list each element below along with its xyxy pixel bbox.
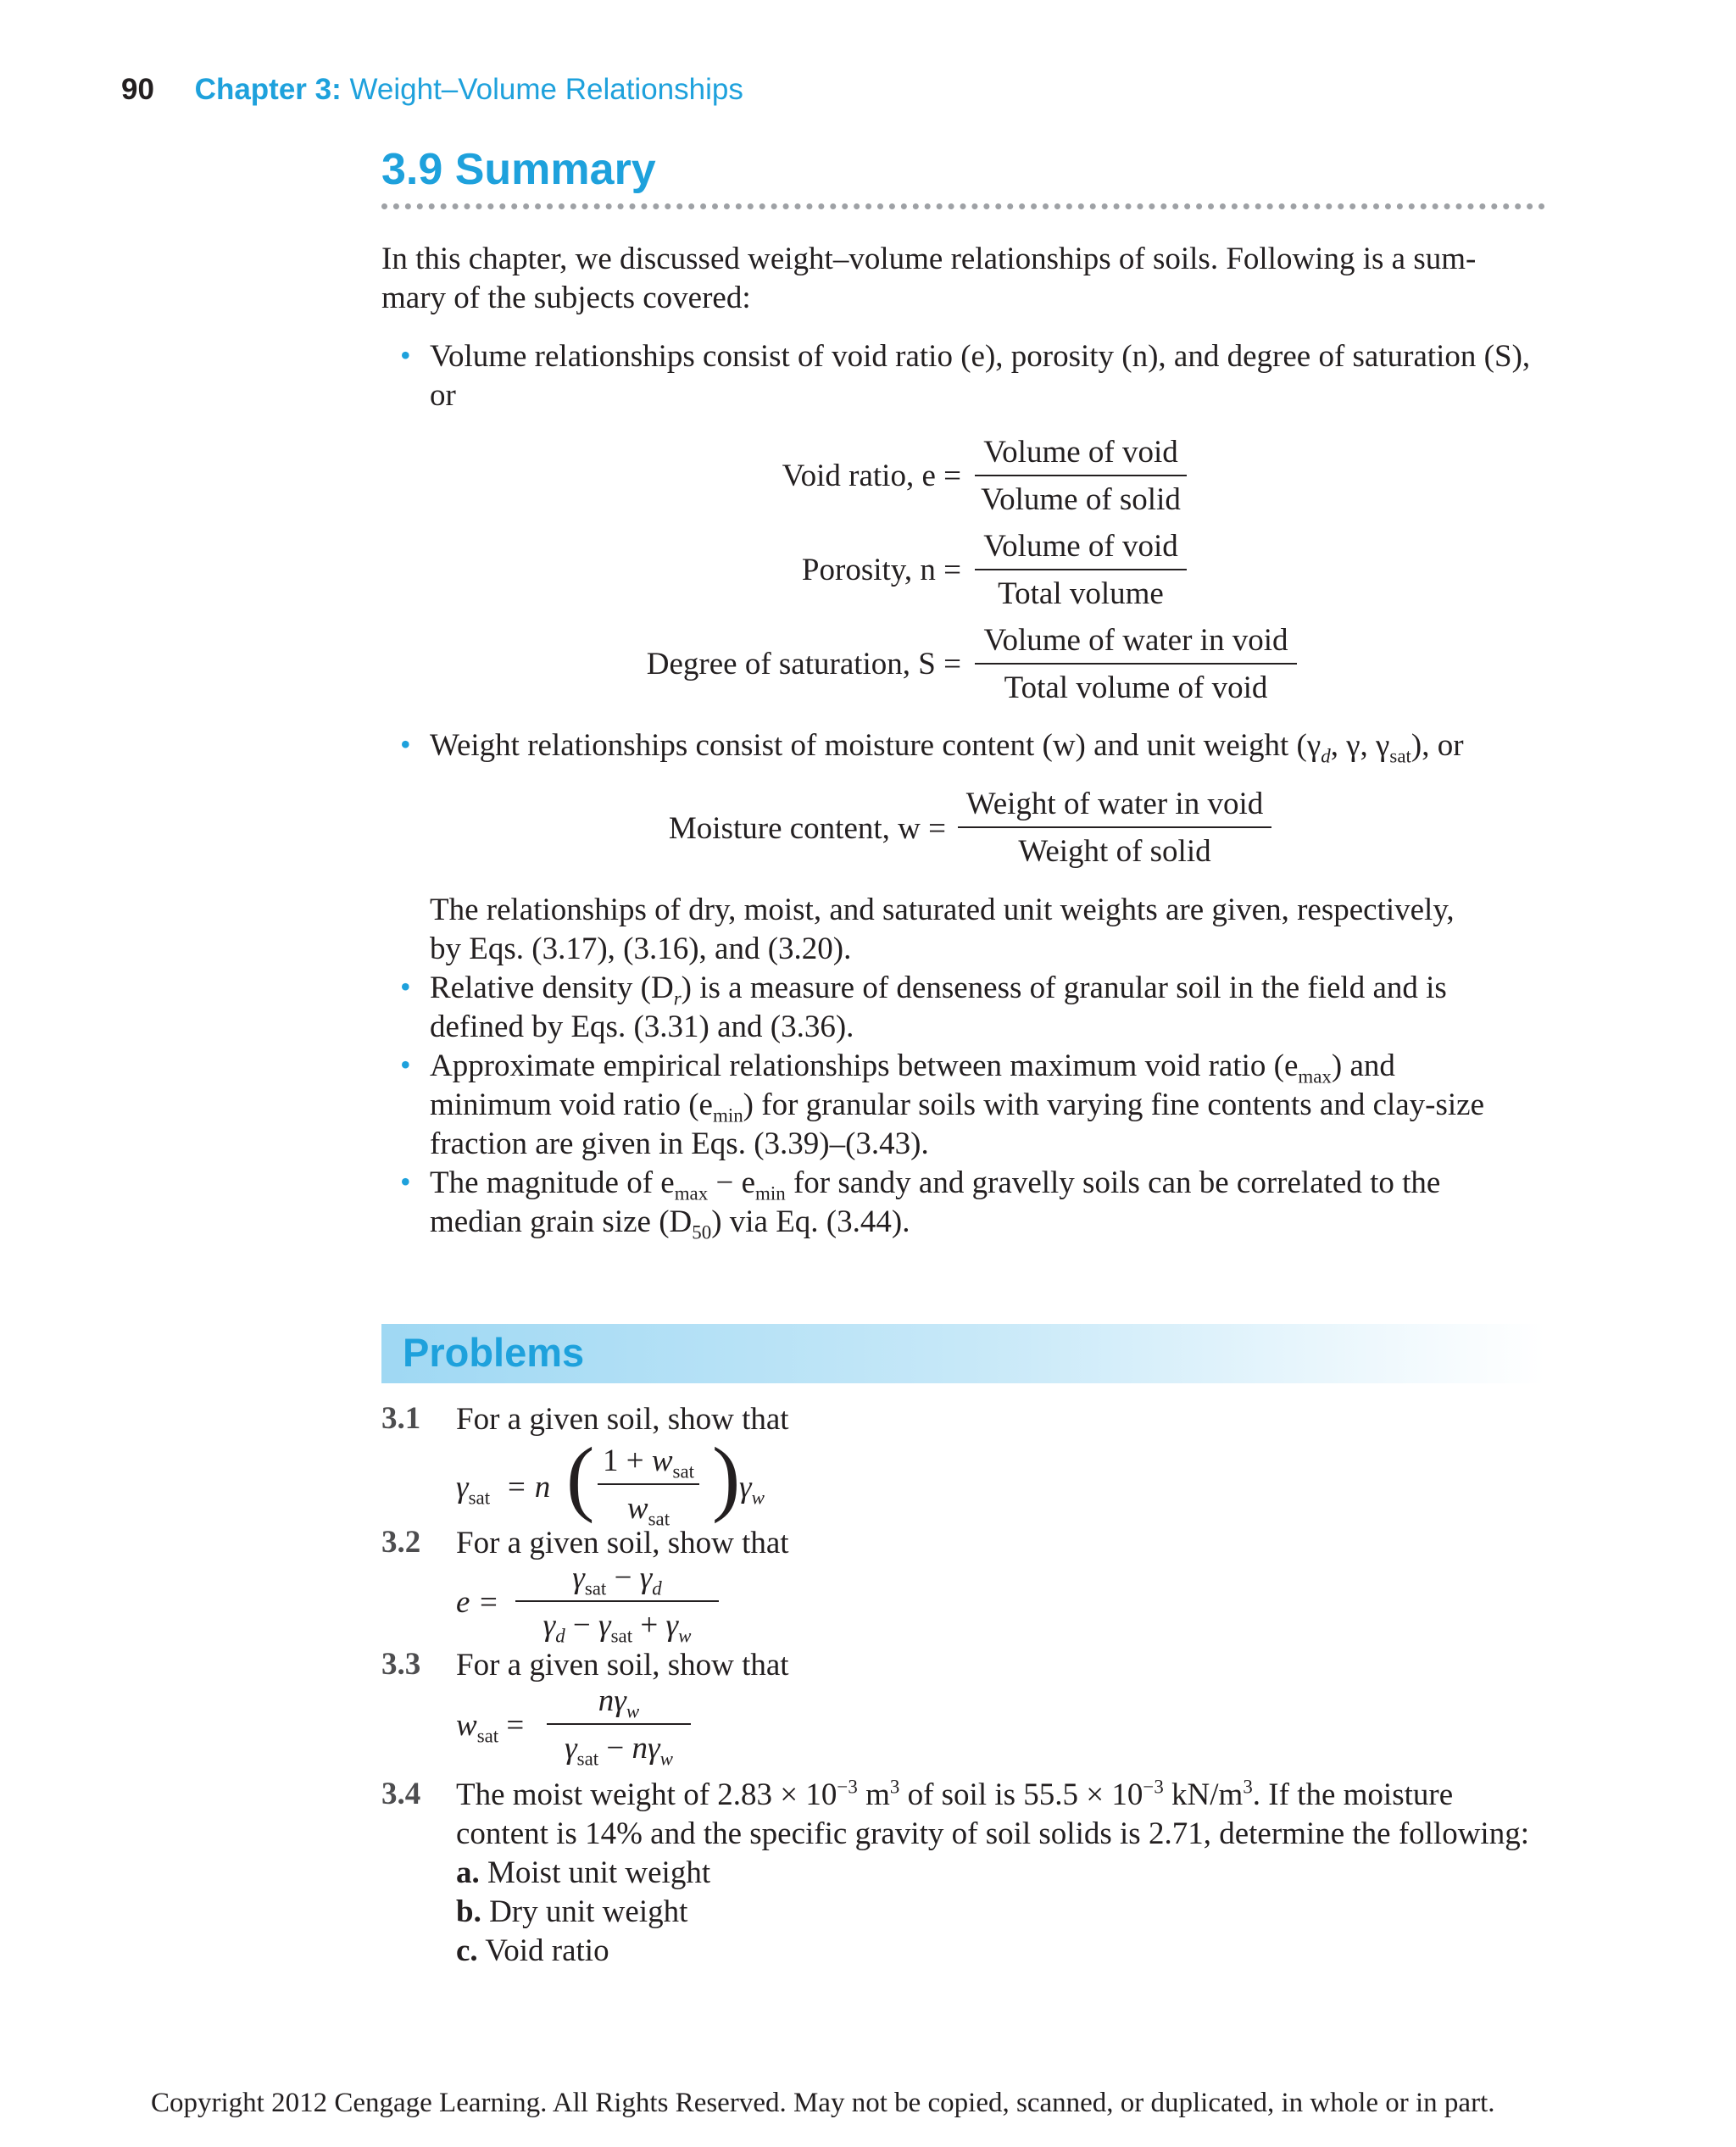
saturation-lhs: Degree of saturation, S = [646,647,961,681]
problem-number: 3.1 [381,1401,421,1436]
void-ratio-fraction [975,434,1187,519]
problem-number: 3.4 [381,1777,421,1811]
bullet-relative-density: Relative density $(D_r)$ is a measure of denseness of granular soil in the field and is defined by Eqs. (3.31) and (3.36). [430,971,1447,1044]
bullet-magnitude: The magnitude of $e_{max} - e_{min}$ for sandy and gravelly soils can be correlated to the median grain size $(D_{50})$ via Eq. (3.44). [430,1165,1441,1243]
bullet-weight-relationships: Weight relationships consist of moisture content (w) and unit weight ($\gamma_d$, γ, $\gamma_{sat}$), or [430,728,1464,767]
intro-paragraph [381,240,1551,318]
running-header [121,73,743,107]
intro-line-2: mary of the subjects covered: [381,281,751,315]
fraction-numerator: Volume of water in void [975,622,1297,665]
moisture-lhs: Moisture content, w = [668,811,946,846]
void-ratio-lhs: Void ratio, e = [782,459,961,493]
fraction-numerator: Volume of void [975,528,1187,570]
problem-number: 3.3 [381,1647,421,1682]
bullet-text: Volume relationships consist of void ratio (e), porosity (n), and degree of saturation (S), [430,339,1531,374]
page-number: 90 [121,73,154,106]
problem-3-4-text: The moist weight of $2.83 \times 10^{-3}$ $m^3$ of soil is $55.5 \times 10^{-3}$ $kN/m^3$. If the moisture content is 14% and the specific gravity of soil solids is 2.71, determine the following: a. Moist unit weight b. Dry unit weight c. Void ratio [456,1776,1529,1971]
bullet-void-ratio-limits: Approximate empirical relationships between maximum void ratio $(e_{max})$ and minimum void ratio $(e_{min})$ for granular soils with varying fine contents and clay-size fraction are given in Eqs. (3.39)–(3.43). [430,1048,1485,1161]
section-divider [381,203,1545,209]
chapter-title: Weight–Volume Relationships [349,73,743,106]
left-paren: ( [566,1430,595,1524]
fraction-numerator: Volume of void [975,434,1187,476]
bullet-marker: • [400,727,411,761]
porosity-fraction [975,528,1187,613]
porosity-lhs: Porosity, n = [801,553,961,587]
fraction-denominator: Volume of solid [981,482,1181,517]
fraction-denominator: Total volume of void [1004,670,1268,705]
problem-number: 3.2 [381,1525,421,1560]
intro-line-1: In this chapter, we discussed weight–volume relationships of soils. Following is a sum- [381,242,1477,276]
problem-3-1-fraction: $1 + w_{sat}$ $w_{sat}$ [598,1443,699,1527]
gamma-w: $\gamma_w$ [739,1470,765,1509]
problem-text: For a given soil, show that [456,1402,789,1437]
problem-3-3-fraction: $n\gamma_w$ $\gamma_{sat} - n\gamma_w$ [547,1683,691,1767]
fraction-denominator: Total volume [998,576,1164,611]
moisture-fraction [958,786,1271,870]
problem-3-2-fraction: $\gamma_{sat} - \gamma_d$ $\gamma_d - \gamma_{sat} + \gamma_w$ [515,1560,719,1644]
bullet-marker: • [400,970,411,1004]
chapter-label: Chapter 3: [194,73,342,106]
unit-weight-paragraph: The relationships of dry, moist, and saturated unit weights are given, respectively, by Eqs. (3.17), (3.16), and (3.20). [430,893,1455,966]
list-item: a. Moist unit weight [456,1855,711,1890]
section-title: 3.9 Summary [381,145,656,194]
problems-heading: Problems [403,1330,585,1375]
problem-text: For a given soil, show that [456,1648,789,1683]
bullet-volume-relationships [430,337,1530,415]
bullet-marker: • [400,1048,411,1082]
problem-text: For a given soil, show that [456,1526,789,1560]
fraction-numerator: Weight of water in void [958,786,1271,828]
right-paren: ) [712,1430,741,1524]
list-item: c. Void ratio [456,1933,609,1968]
problem-3-1-lhs: $\gamma_{sat} = n$ [456,1470,551,1509]
problem-3-2-lhs: e = [456,1585,499,1620]
saturation-fraction [975,622,1297,707]
bullet-or: or [430,378,456,413]
problem-3-3-lhs: $w_{sat}$ = [456,1708,525,1747]
list-item: b. Dry unit weight [456,1894,688,1929]
copyright-notice: Copyright 2012 Cengage Learning. All Rights Reserved. May not be copied, scanned, or duplicated, in whole or in part. [151,2088,1495,2118]
bullet-marker: • [400,1165,411,1199]
bullet-marker: • [400,338,411,372]
fraction-denominator: Weight of solid [1018,834,1211,869]
